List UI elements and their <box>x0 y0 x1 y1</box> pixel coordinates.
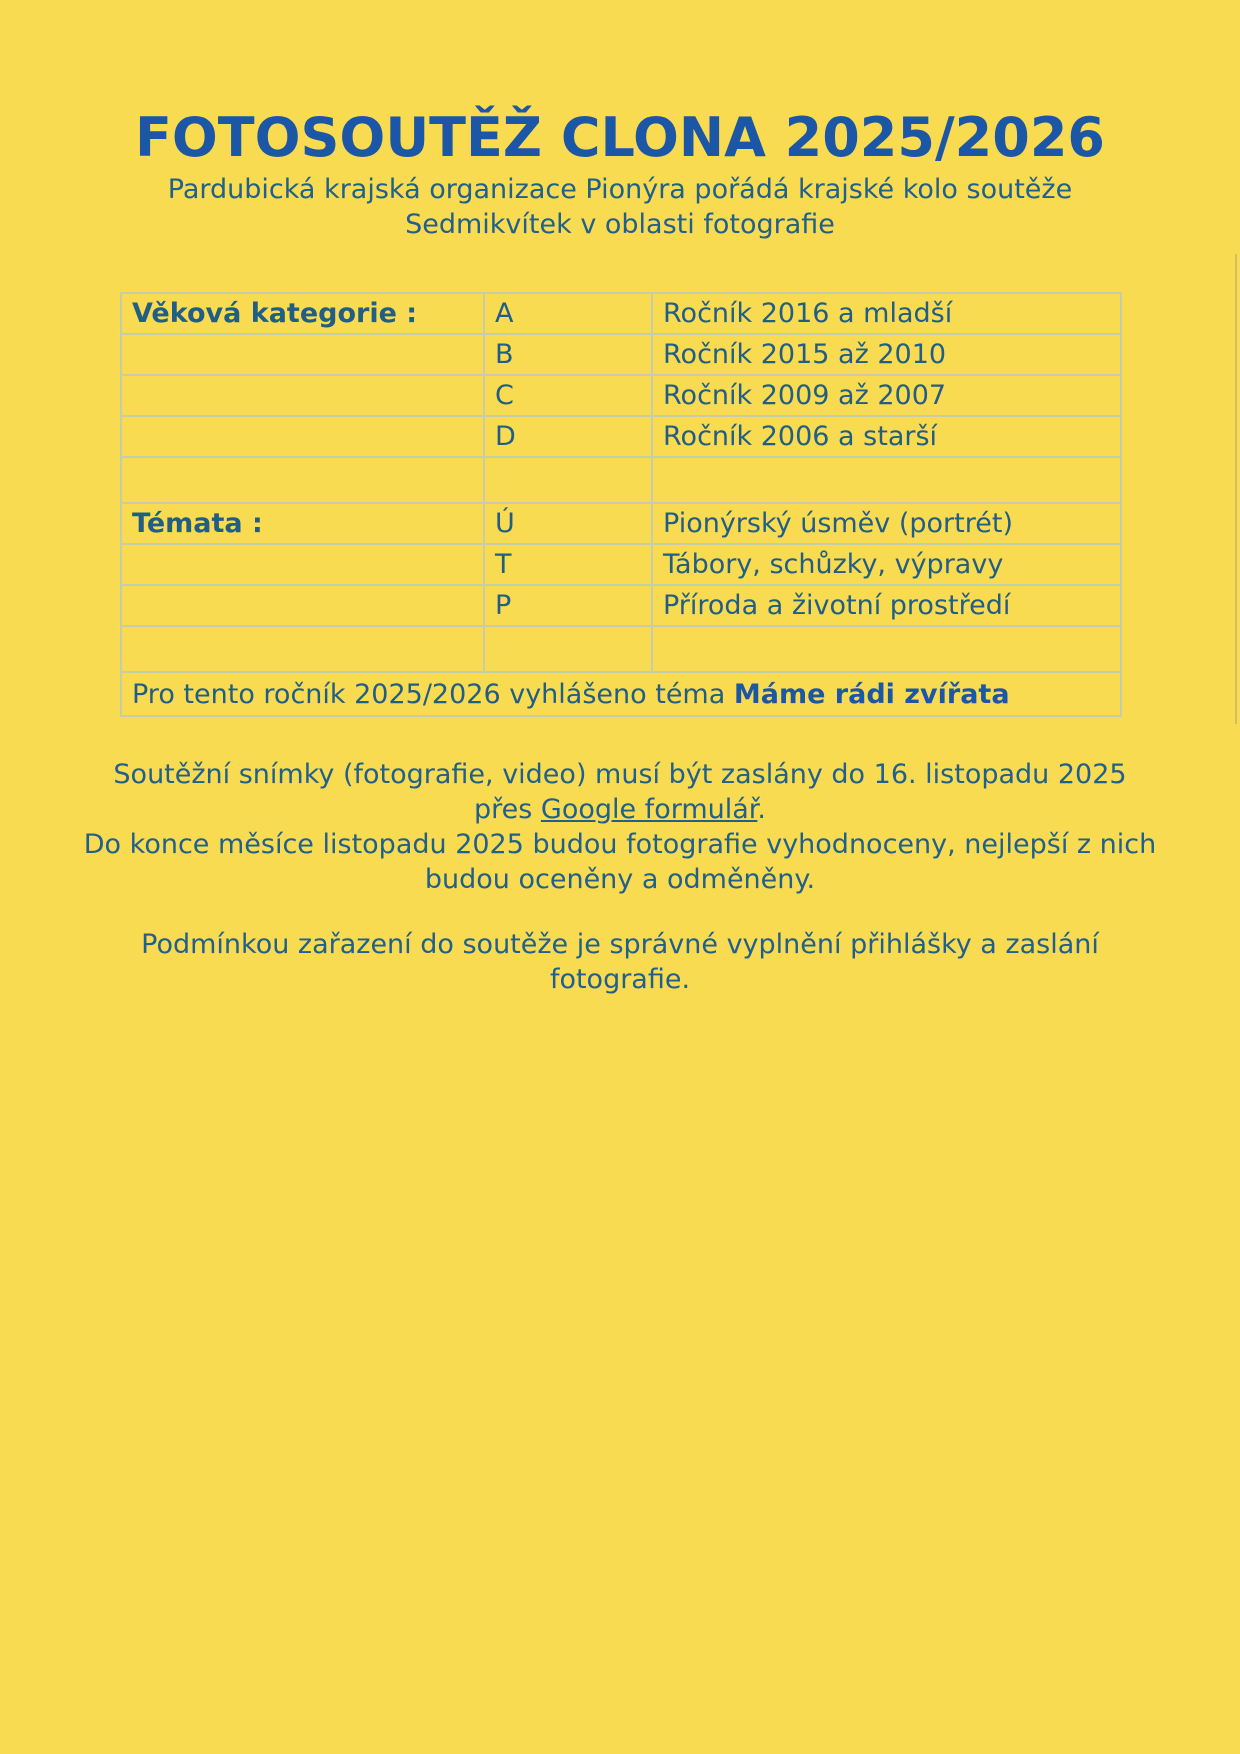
row-code-cell: C <box>484 375 652 416</box>
empty-cell <box>121 626 484 672</box>
empty-cell <box>652 626 1121 672</box>
table-row-empty <box>121 626 1121 672</box>
row-code-cell: T <box>484 544 652 585</box>
table-row <box>121 416 1121 457</box>
link-prefix: přes <box>473 794 541 825</box>
row-code-cell: P <box>484 585 652 626</box>
row-label-cell: Věková kategorie : <box>121 293 484 334</box>
google-form-link[interactable]: Google formulář <box>540 794 758 825</box>
row-label-cell <box>121 416 484 457</box>
row-label-cell <box>121 375 484 416</box>
page-subtitle <box>0 172 1240 242</box>
row-desc-cell: Ročník 2016 a mladší <box>652 293 1121 334</box>
row-desc-cell: Ročník 2009 až 2007 <box>652 375 1121 416</box>
table-row <box>121 293 1121 334</box>
subtitle-line-1: Pardubická krajská organizace Pionýra pořádá krajské kolo soutěže <box>167 174 1073 205</box>
theme-announcement-cell <box>121 672 1121 716</box>
condition-line-1: Podmínkou zařazení do soutěže je správné vyplnění přihlášky a zaslání <box>141 929 1099 960</box>
body-text <box>0 757 1240 997</box>
row-desc-cell: Příroda a životní prostředí <box>652 585 1121 626</box>
row-label-cell <box>121 585 484 626</box>
row-desc-cell: Ročník 2006 a starší <box>652 416 1121 457</box>
paragraph-gap <box>0 897 1240 927</box>
table-footer-row <box>121 672 1121 716</box>
deadline-line-1: Soutěžní snímky (fotografie, video) musí být zaslány do 16. listopadu 2025 <box>113 759 1127 790</box>
row-desc-cell: Ročník 2015 až 2010 <box>652 334 1121 375</box>
row-label-cell <box>121 544 484 585</box>
subtitle-line-2: Sedmikvítek v oblasti fotografie <box>405 209 835 240</box>
empty-cell <box>484 626 652 672</box>
row-code-cell: B <box>484 334 652 375</box>
page-title: FOTOSOUTĚŽ CLONA 2025/2026 <box>135 106 1105 169</box>
table-row <box>121 544 1121 585</box>
row-code-cell: D <box>484 416 652 457</box>
row-code-cell: Ú <box>484 503 652 544</box>
table-row <box>121 585 1121 626</box>
table-row <box>121 503 1121 544</box>
empty-cell <box>652 457 1121 503</box>
condition-line-2: fotografie. <box>549 964 691 995</box>
evaluation-line-2: budou oceněny a odměněny. <box>424 864 816 895</box>
empty-cell <box>121 457 484 503</box>
link-suffix: . <box>757 794 767 825</box>
categories-table <box>120 292 1122 717</box>
empty-cell <box>484 457 652 503</box>
row-desc-cell: Tábory, schůzky, výpravy <box>652 544 1121 585</box>
row-label-cell <box>121 334 484 375</box>
page-boundary-line <box>1235 254 1237 724</box>
table-row <box>121 375 1121 416</box>
table-row-empty <box>121 457 1121 503</box>
evaluation-line-1: Do konce měsíce listopadu 2025 budou fotografie vyhodnoceny, nejlepší z nich <box>83 829 1157 860</box>
row-desc-cell: Pionýrský úsměv (portrét) <box>652 503 1121 544</box>
table-row <box>121 334 1121 375</box>
row-code-cell: A <box>484 293 652 334</box>
deadline-line-2 <box>0 792 1240 827</box>
theme-announcement-prefix: Pro tento ročník 2025/2026 vyhlášeno téma <box>132 678 734 710</box>
theme-name: Máme rádi zvířata <box>733 678 1010 710</box>
row-label-cell: Témata : <box>121 503 484 544</box>
